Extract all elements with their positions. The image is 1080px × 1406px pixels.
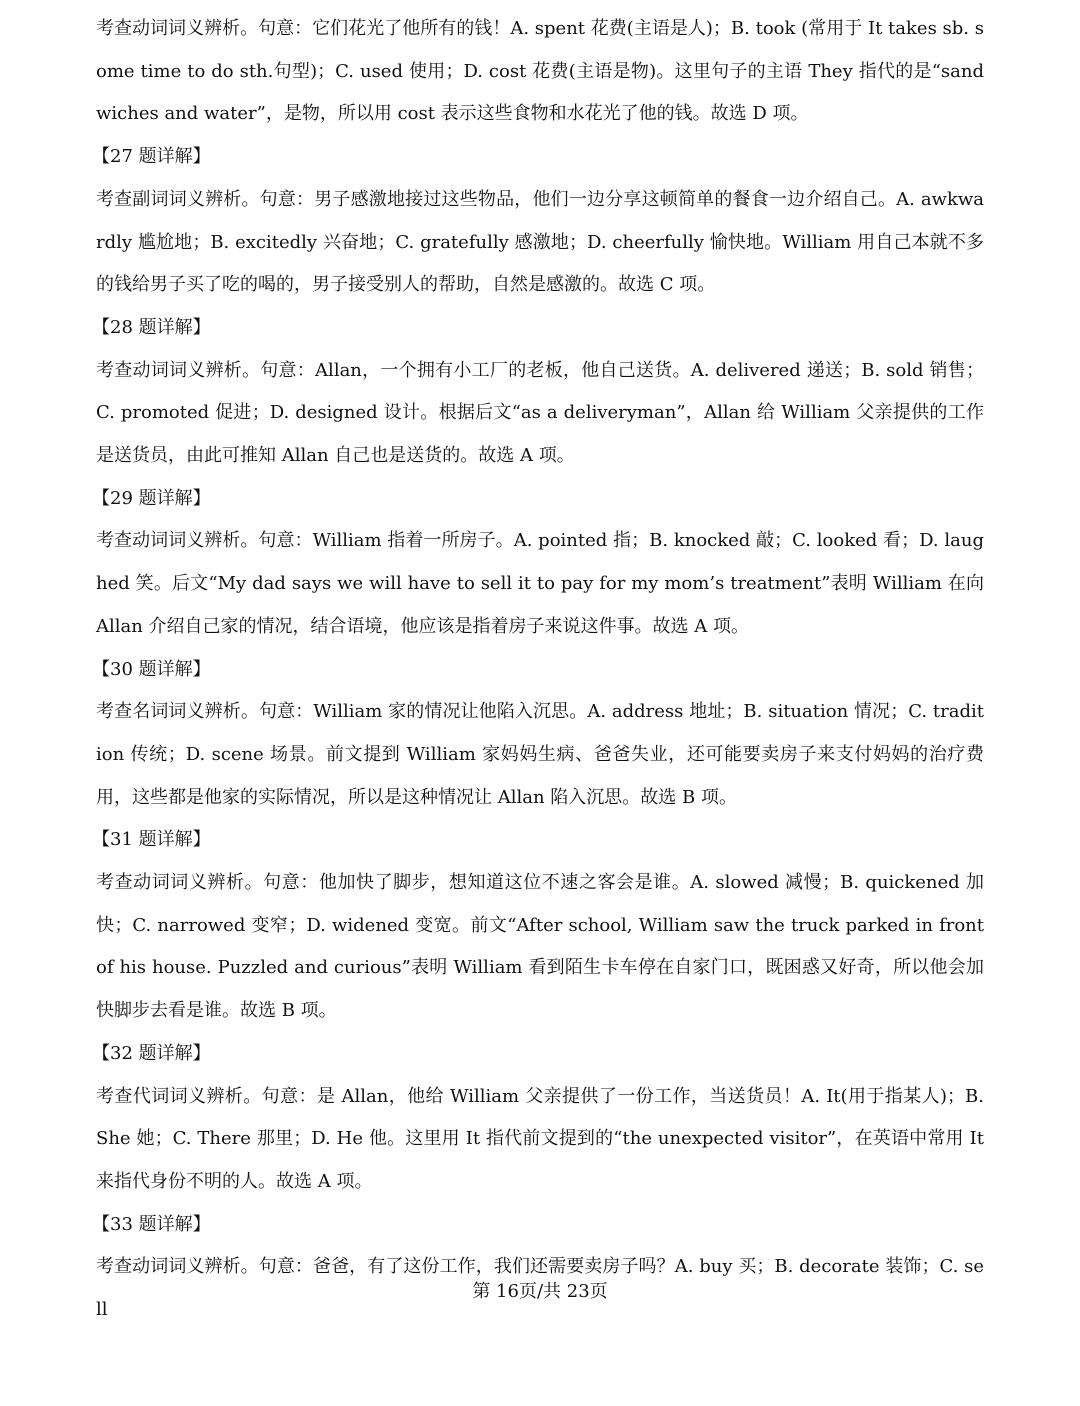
answer-explanation-30: 考查名词词义辨析。句意：William 家的情况让他陷入沉思。A. address 地址；B. situation 情况；C. tradition 传统；D. scene 场景。前文提到 William 家妈妈生病、爸爸失业，还可能要卖房子来支付妈妈的治疗费用，这些都是他家的实际情况，所以是这种情况让 Allan 陷入沉思。故选 B 项。 bbox=[96, 701, 984, 808]
question-heading-33: 【33 题详解】 bbox=[92, 1213, 211, 1235]
document-body bbox=[92, 8, 984, 1332]
question-heading-29: 【29 题详解】 bbox=[92, 487, 211, 509]
question-heading-31: 【31 题详解】 bbox=[92, 829, 211, 851]
question-heading-30: 【30 题详解】 bbox=[92, 658, 211, 680]
question-heading-28: 【28 题详解】 bbox=[92, 316, 211, 338]
answer-explanation-28: 考查动词词义辨析。句意：Allan，一个拥有小工厂的老板，他自己送货。A. delivered 递送；B. sold 销售；C. promoted 促进；D. designed 设计。根据后文“as a deliveryman”，Allan 给 William 父亲提供的工作是送货员，由此可推知 Allan 自己也是送货的。故选 A 项。 bbox=[96, 359, 984, 467]
answer-explanation-33: 考查动词词义辨析。句意：爸爸，有了这份工作，我们还需要卖房子吗？A. buy 买；B. decorate 装饰；C. sell bbox=[96, 1256, 984, 1321]
answer-explanation-32: 考查代词词义辨析。句意：是 Allan，他给 William 父亲提供了一份工作，当送货员！A. It(用于指某人)；B. She 她；C. There 那里；D. He 他。这里用 It 指代前文提到的“the unexpected visitor”，在英语中常用 It 来指代身份不明的人。故选 A 项。 bbox=[96, 1085, 984, 1192]
question-heading-27: 【27 题详解】 bbox=[92, 146, 211, 168]
answer-explanation-31: 考查动词词义辨析。句意：他加快了脚步，想知道这位不速之客会是谁。A. slowed 减慢；B. quickened 加快；C. narrowed 变窄；D. widened 变宽。前文“After school, William saw the truck parked in front of his house. Puzzled and curious”表明 William 看到陌生卡车停在自家门口，既困惑又好奇，所以他会加快脚步去看是谁。故选 B 项。 bbox=[96, 872, 984, 1022]
answer-explanation-27: 考查副词词义辨析。句意：男子感激地接过这些物品，他们一边分享这顿简单的餐食一边介绍自己。A. awkwardly 尴尬地；B. excitedly 兴奋地；C. gratefully 感激地；D. cheerfully 愉快地。William 用自己本就不多的钱给男子买了吃的喝的，男子接受别人的帮助，自然是感激的。故选 C 项。 bbox=[96, 188, 984, 296]
answer-explanation-26: 考查动词词义辨析。句意：它们花光了他所有的钱！A. spent 花费(主语是人)；B. took (常用于 It takes sb. some time to do sth.句型)；C. used 使用；D. cost 花费(主语是物)。这里句子的主语 They 指代的是“sandwiches and water”，是物，所以用 cost 表示这些食物和水花光了他的钱。故选 D 项。 bbox=[96, 18, 984, 125]
page-number-footer: 第 16页/共 23页 bbox=[472, 1281, 608, 1302]
answer-explanation-29: 考查动词词义辨析。句意：William 指着一所房子。A. pointed 指；B. knocked 敲；C. looked 看；D. laughed 笑。后文“My dad says we will have to sell it to pay for my mom’s treatment”表明 William 在向 Allan 介绍自己家的情况，结合语境，他应该是指着房子来说这件事。故选 A 项。 bbox=[96, 530, 984, 637]
question-heading-32: 【32 题详解】 bbox=[92, 1042, 211, 1064]
